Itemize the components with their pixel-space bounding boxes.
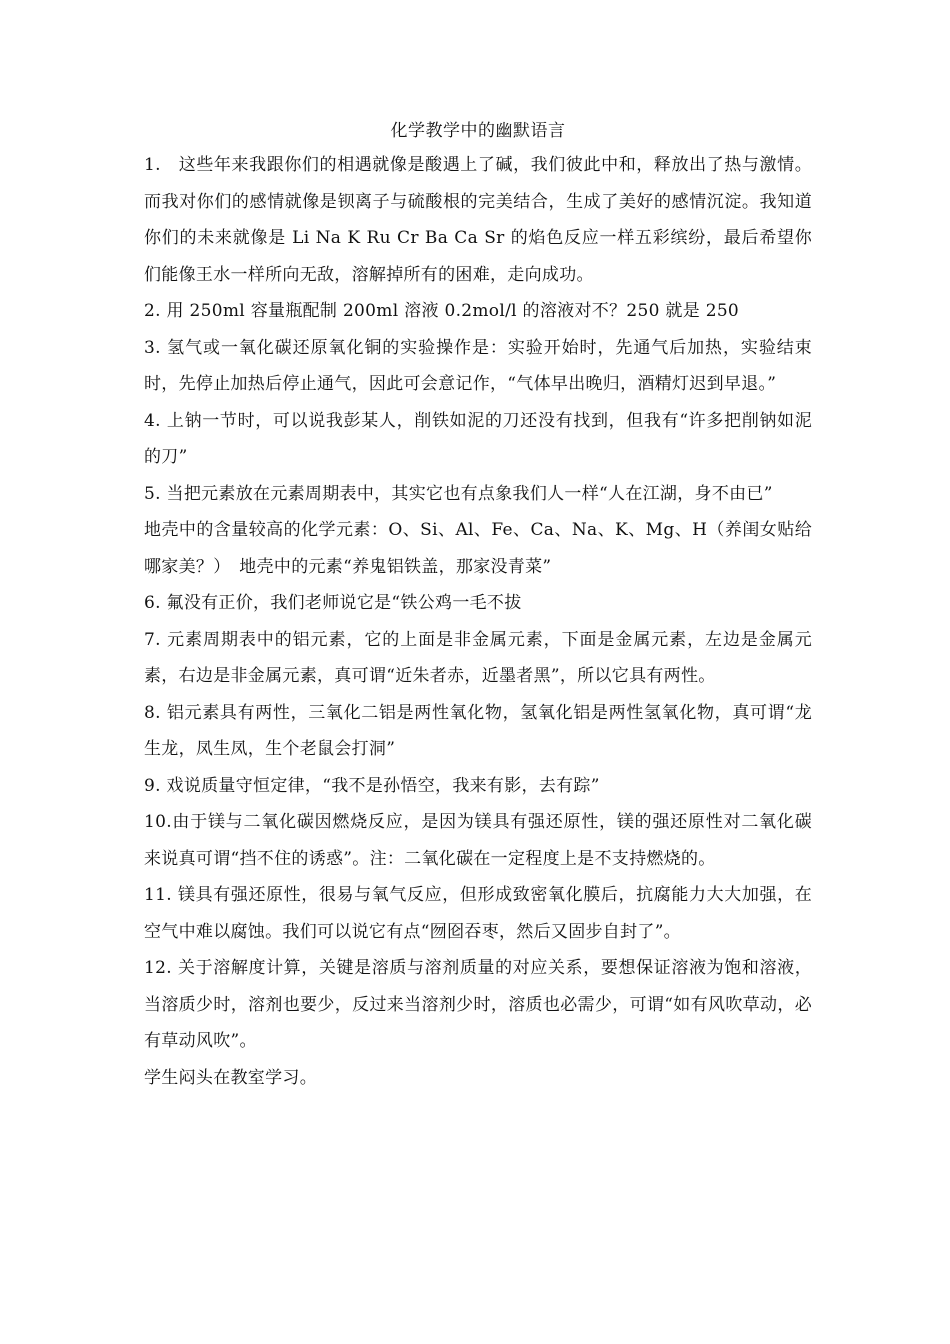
document-page <box>144 117 812 1096</box>
paragraph-3: 3. 氢气或一氧化碳还原氧化铜的实验操作是：实验开始时，先通气后加热，实验结束时，先停止加热后停止通气，因此可会意记作，“气体早出晚归，酒精灯迟到早退。” <box>144 337 812 394</box>
paragraph-8: 8. 铝元素具有两性，三氧化二铝是两性氧化物，氢氧化铝是两性氢氧化物，真可谓“龙生龙，凤生凤，生个老鼠会打洞” <box>144 702 812 759</box>
paragraph-1: 1. 这些年来我跟你们的相遇就像是酸遇上了碱，我们彼此中和，释放出了热与激情。而我对你们的感情就像是钡离子与硫酸根的完美结合，生成了美好的感情沉淀。我知道你们的未来就像是 Li Na K Ru Cr Ba Ca Sr 的焰色反应一样五彩缤纷，最后希望你们能像王水一样所向无敌，溶解掉所有的困难，走向成功。 <box>144 155 812 285</box>
paragraph-9: 9. 戏说质量守恒定律，“我不是孙悟空，我来有影，去有踪” <box>144 775 600 796</box>
paragraph-6: 6. 氟没有正价，我们老师说它是“铁公鸡一毛不拔 <box>144 593 522 613</box>
paragraph-2: 2. 用 250ml 容量瓶配制 200ml 溶液 0.2mol/l 的溶液对不？250 就是 250 <box>144 301 740 321</box>
paragraph-5: 5. 当把元素放在元素周期表中，其实它也有点象我们人一样“人在江湖，身不由已” <box>144 483 773 504</box>
document-title: 化学教学中的幽默语言 <box>390 121 566 141</box>
paragraph-7: 7. 元素周期表中的铝元素，它的上面是非金属元素，下面是金属元素，左边是金属元素，右边是非金属元素，真可谓“近朱者赤，近墨者黑”，所以它具有两性。 <box>144 629 812 686</box>
paragraph-closing: 学生闷头在教室学习。 <box>144 1067 317 1088</box>
paragraph-11: 11. 镁具有强还原性，很易与氧气反应，但形成致密氧化膜后，抗腐能力大大加强，在空气中难以腐蚀。我们可以说它有点“囫囵吞枣，然后又固步自封了”。 <box>144 885 812 942</box>
paragraph-12: 12. 关于溶解度计算，关键是溶质与溶剂质量的对应关系，要想保证溶液为饱和溶液，当溶质少时，溶剂也要少，反过来当溶剂少时，溶质也必需少，可谓“如有风吹草动，必有草动风吹”。 <box>144 958 812 1051</box>
paragraph-10: 10.由于镁与二氧化碳因燃烧反应，是因为镁具有强还原性，镁的强还原性对二氧化碳来说真可谓“挡不住的诱惑”。注：二氧化碳在一定程度上是不支持燃烧的。 <box>144 812 812 869</box>
paragraph-4: 4. 上钠一节时，可以说我彭某人，削铁如泥的刀还没有找到，但我有“许多把削钠如泥的刀” <box>144 410 812 467</box>
paragraph-crust-elements: 地壳中的含量较高的化学元素：O、Si、Al、Fe、Ca、Na、K、Mg、H（养闺女贴给哪家美？） 地壳中的元素“养鬼铝铁盖，那家没青菜” <box>144 520 812 577</box>
